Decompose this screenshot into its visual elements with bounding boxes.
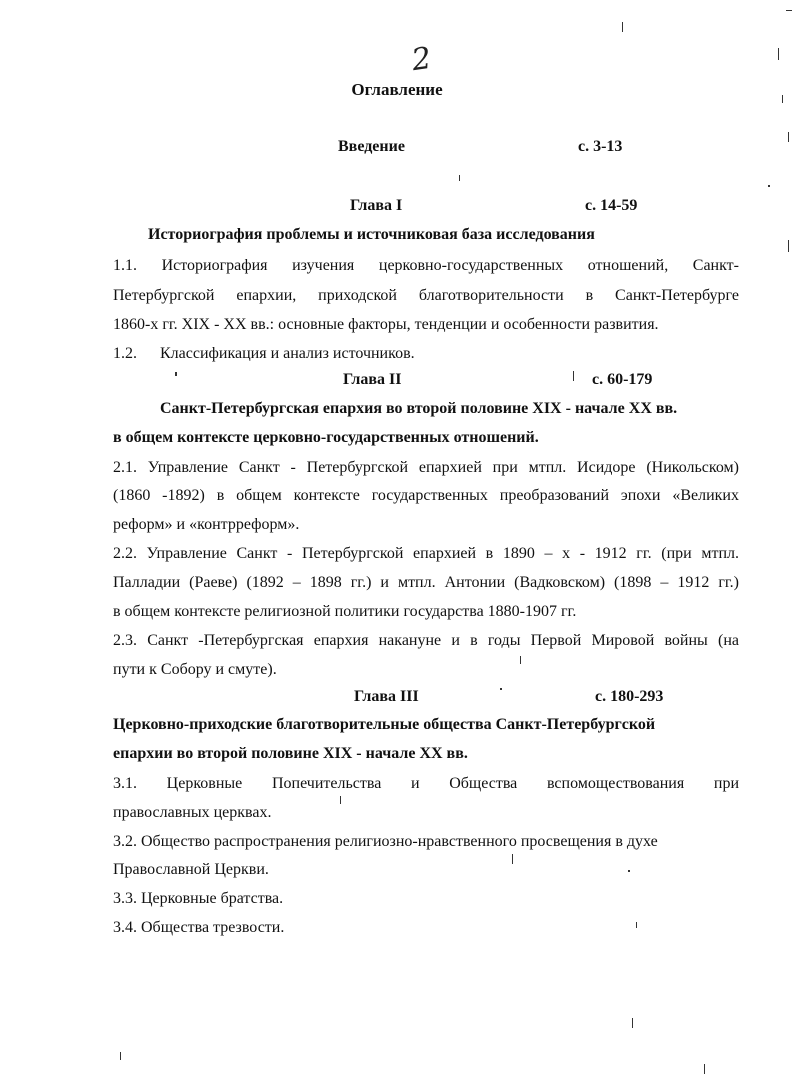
toc-line: 3.2. Общество распространения религиозно-нравственного просвещения в духе (113, 833, 658, 850)
chapter3-pages: с. 180-293 (595, 688, 664, 705)
scan-speck (175, 372, 177, 376)
chapter2-pages: с. 60-179 (592, 371, 653, 388)
scan-speck (788, 240, 789, 252)
scan-speck (778, 48, 779, 60)
toc-line: 1860-х гг. XIX - XX вв.: основные факторы, тенденции и особенности развития. (113, 316, 659, 333)
scan-speck (632, 1018, 633, 1028)
scan-speck (459, 175, 460, 181)
chapter3-label: Глава III (354, 688, 419, 705)
toc-line: 2.1. Управление Санкт - Петербургской епархией при мтпл. Исидоре (Никольском) (113, 459, 739, 476)
toc-line: Петербургской епархии, приходской благотворительности в Санкт-Петербурге (113, 287, 739, 304)
chapter3-title-line: Церковно-приходские благотворительные общества Санкт-Петербургской (113, 716, 656, 733)
scan-speck (340, 796, 341, 804)
chapter2-label: Глава II (343, 371, 402, 388)
toc-line: в общем контексте религиозной политики государства 1880-1907 гг. (113, 603, 577, 620)
scan-speck (704, 1064, 705, 1074)
intro-pages: с. 3-13 (578, 138, 623, 155)
chapter2-title-line: Санкт-Петербургская епархия во второй половине XIX - начале XX вв. (160, 400, 678, 417)
toc-line: (1860 -1892) в общем контексте государственных преобразований эпохи «Великих (113, 487, 739, 504)
chapter2-title-line: в общем контексте церковно-государственных отношений. (113, 429, 539, 446)
scan-speck (628, 870, 630, 872)
scan-speck (782, 95, 783, 103)
toc-line: реформ» и «контрреформ». (113, 516, 300, 533)
toc-line: 2.2. Управление Санкт - Петербургской епархией в 1890 – х - 1912 гг. (при мтпл. (113, 545, 739, 562)
scan-speck (622, 22, 623, 32)
scan-speck (768, 185, 770, 187)
scan-speck (786, 10, 792, 11)
toc-line: 1.1. Историография изучения церковно-государственных отношений, Санкт- (113, 257, 739, 274)
scan-speck (636, 922, 637, 928)
toc-line: 3.4. Общества трезвости. (113, 919, 285, 936)
scan-speck (500, 688, 502, 690)
scan-speck (120, 1052, 121, 1060)
handwritten-page-number: 2 (409, 40, 434, 79)
toc-line: 3.3. Церковные братства. (113, 890, 284, 907)
scan-speck (573, 371, 574, 381)
toc-line: православных церквах. (113, 804, 272, 821)
intro-label: Введение (338, 138, 405, 155)
toc-title: Оглавление (351, 80, 443, 99)
toc-line (113, 344, 739, 364)
toc-line: Палладии (Раеве) (1892 – 1898 гг.) и мтпл. Антонии (Вадковском) (1898 – 1912 гг.) (113, 574, 739, 591)
chapter1-label: Глава I (350, 197, 403, 214)
item-text: Классификация и анализ источников. (160, 345, 415, 362)
chapter1-title: Историография проблемы и источниковая база исследования (148, 226, 595, 243)
toc-line: пути к Собору и смуте). (113, 661, 277, 678)
chapter3-title-line: епархии во второй половине XIX - начале XX вв. (113, 745, 468, 762)
toc-line: 2.3. Санкт -Петербургская епархия накануне и в годы Первой Мировой войны (на (113, 632, 739, 649)
scan-speck (512, 854, 513, 864)
scan-speck (520, 656, 521, 664)
chapter1-pages: с. 14-59 (585, 197, 638, 214)
toc-line: Православной Церкви. (113, 861, 269, 878)
toc-line: 3.1. Церковные Попечительства и Общества вспомоществования при (113, 775, 739, 792)
scan-speck (788, 132, 789, 142)
item-number: 1.2. (113, 345, 137, 362)
